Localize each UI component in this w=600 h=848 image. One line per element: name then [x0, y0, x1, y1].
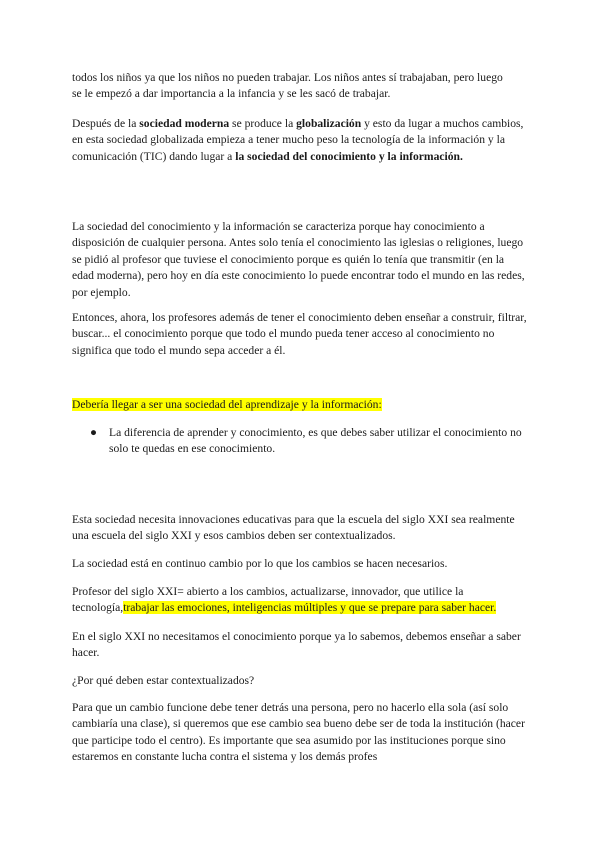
paragraph-contextualizados: Para que un cambio funcione debe tener detrás una persona, pero no hacerlo ella sola (así solo cambiaría una clase), si queremos que ese cambio sea bueno debe ser de toda la institución (hacer que participe todo el centro). Es importante que sea asumido por las instituciones porque sino estaremos en constante lucha contra el sistema y los demás profes — [72, 701, 525, 764]
question-line: ¿Por qué deben estar contextualizados? — [72, 674, 255, 687]
highlighted-heading — [72, 397, 528, 413]
text-run: Después de la — [72, 117, 140, 130]
text-run: y esto da lugar a muchos cambios, en esta sociedad globalizada empieza a tener mucho peso la tecnología de la información y la comunicación (TIC) dando lugar a — [72, 117, 524, 163]
text-run: se produce la — [229, 117, 297, 130]
paragraph-infancia — [72, 70, 528, 103]
highlighted-text: Debería llegar a ser una sociedad del aprendizaje y la información: — [72, 398, 382, 411]
paragraph-profesor-siglo-xxi — [72, 584, 528, 617]
paragraph-globalizacion — [72, 116, 528, 165]
paragraph-cambio: La sociedad está en continuo cambio por lo que los cambios se hacen necesarios. — [72, 557, 448, 570]
paragraph-line: todos los niños ya que los niños no pueden trabajar. Los niños antes sí trabajaban, pero luego — [72, 71, 503, 84]
paragraph-line: se le empezó a dar importancia a la infancia y se les sacó de trabajar. — [72, 87, 391, 101]
bold-term-globalizacion: globalización — [296, 117, 362, 130]
paragraph-sociedad-conocimiento: La sociedad del conocimiento y la información se caracteriza porque hay conocimiento a disposición de cualquier persona. Antes solo tenía el conocimiento las iglesias o religiones, luego se pidió al profesor que tuviese el conocimiento porque es quién lo tenía que transmitir (en la edad moderna), pero hoy en día este conocimiento lo puede encontrar todo el mundo en las redes, por ejemplo. — [72, 220, 525, 299]
text-run: Profesor del siglo XXI= abierto a los cambios, actualizarse, innovador, que utilice la tecnología, — [72, 585, 464, 615]
paragraph-saber-hacer: En el siglo XXI no necesitamos el conocimiento porque ya lo sabemos, debemos enseñar a saber hacer. — [72, 630, 521, 660]
highlighted-text: trabajar las emociones, inteligencias múltiples y que se prepare para saber hacer. — [123, 601, 497, 615]
paragraph-innovaciones: Esta sociedad necesita innovaciones educativas para que la escuela del siglo XXI sea realmente una escuela del siglo XXI y esos cambios deben ser contextualizados. — [72, 513, 515, 543]
paragraph-profesores: Entonces, ahora, los profesores además de tener el conocimiento deben enseñar a construir, filtrar, buscar... el conocimiento porque que todo el mundo pueda tener acceso al conocimiento no significa que todo el mundo sepa acceder a él. — [72, 311, 527, 357]
bullet-icon: ● — [90, 426, 98, 439]
bold-term-sociedad-moderna: sociedad moderna — [139, 117, 230, 130]
bullet-item: La diferencia de aprender y conocimiento, es que debes saber utilizar el conocimiento no solo te quedas en ese conocimiento. — [109, 426, 522, 456]
bold-term-sociedad-conocimiento: la sociedad del conocimiento y la información. — [235, 149, 463, 163]
